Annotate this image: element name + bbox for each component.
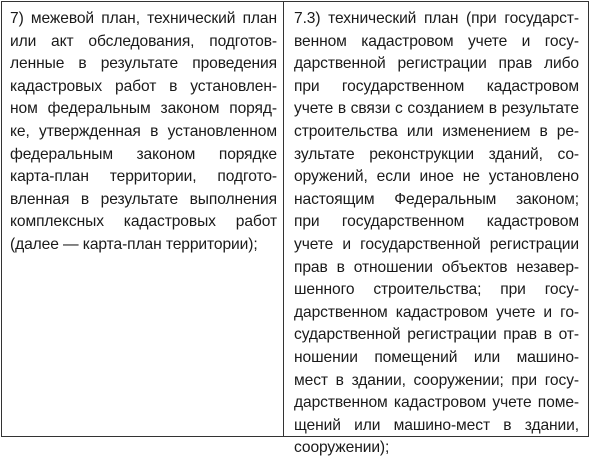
- text-line: мест в здании, сооружении; при госу-: [294, 371, 579, 389]
- table-cell-right: [284, 2, 588, 457]
- text-line: дарственном кадастровом учете и го-: [294, 303, 579, 321]
- text-line: дарственном кадастровом учете поме-: [294, 394, 579, 412]
- text-line: карта-план территории, подгото-: [10, 168, 277, 186]
- text-line: при государственном кадастровом: [294, 77, 579, 95]
- text-line: комплексных кадастровых работ: [10, 213, 277, 231]
- text-line: вленная в результате выполнения: [10, 190, 277, 208]
- text-line: ношении помещений или машино-: [294, 348, 579, 366]
- text-line: 7) межевой план, технический план: [10, 10, 277, 27]
- text-line: ке, утвержденная в установленном: [10, 122, 277, 140]
- text-line: учете и государственной регистрации: [294, 235, 579, 253]
- text-line: кадастровых работ в установлен-: [10, 77, 277, 95]
- text-line: прав в отношении объектов незавер-: [294, 258, 579, 276]
- text-line: сооружении);: [294, 439, 390, 457]
- table-cell-left: [2, 2, 284, 436]
- text-line: сударственной регистрации прав в от-: [294, 326, 579, 344]
- text-line: ленные в результате проведения: [10, 55, 277, 73]
- comparison-table: [1, 1, 589, 457]
- text-line: оружений, если иное не установлено: [294, 168, 579, 186]
- text-line: 7.3) технический план (при государст-: [294, 10, 579, 27]
- text-line: щений или машино-мест в здании,: [294, 416, 579, 434]
- text-line: ном федеральным законом поряд-: [10, 100, 277, 118]
- text-line: шенного строительства; при госу-: [294, 281, 579, 299]
- text-line: венном кадастровом учете и госу-: [294, 32, 579, 50]
- text-line: зультате реконструкции зданий, со-: [294, 145, 579, 163]
- text-line: федеральным законом порядке: [10, 145, 277, 163]
- text-line: при государственном кадастровом: [294, 213, 579, 231]
- text-line: (далее — карта-план территории);: [10, 235, 258, 253]
- text-line: или акт обследования, подготов-: [10, 32, 277, 50]
- text-line: строительства или изменением в ре-: [294, 122, 579, 140]
- text-line: дарственной регистрации прав либо: [294, 55, 579, 73]
- text-line: настоящим Федеральным законом;: [294, 190, 579, 208]
- text-line: учете в связи с созданием в результате: [294, 100, 579, 118]
